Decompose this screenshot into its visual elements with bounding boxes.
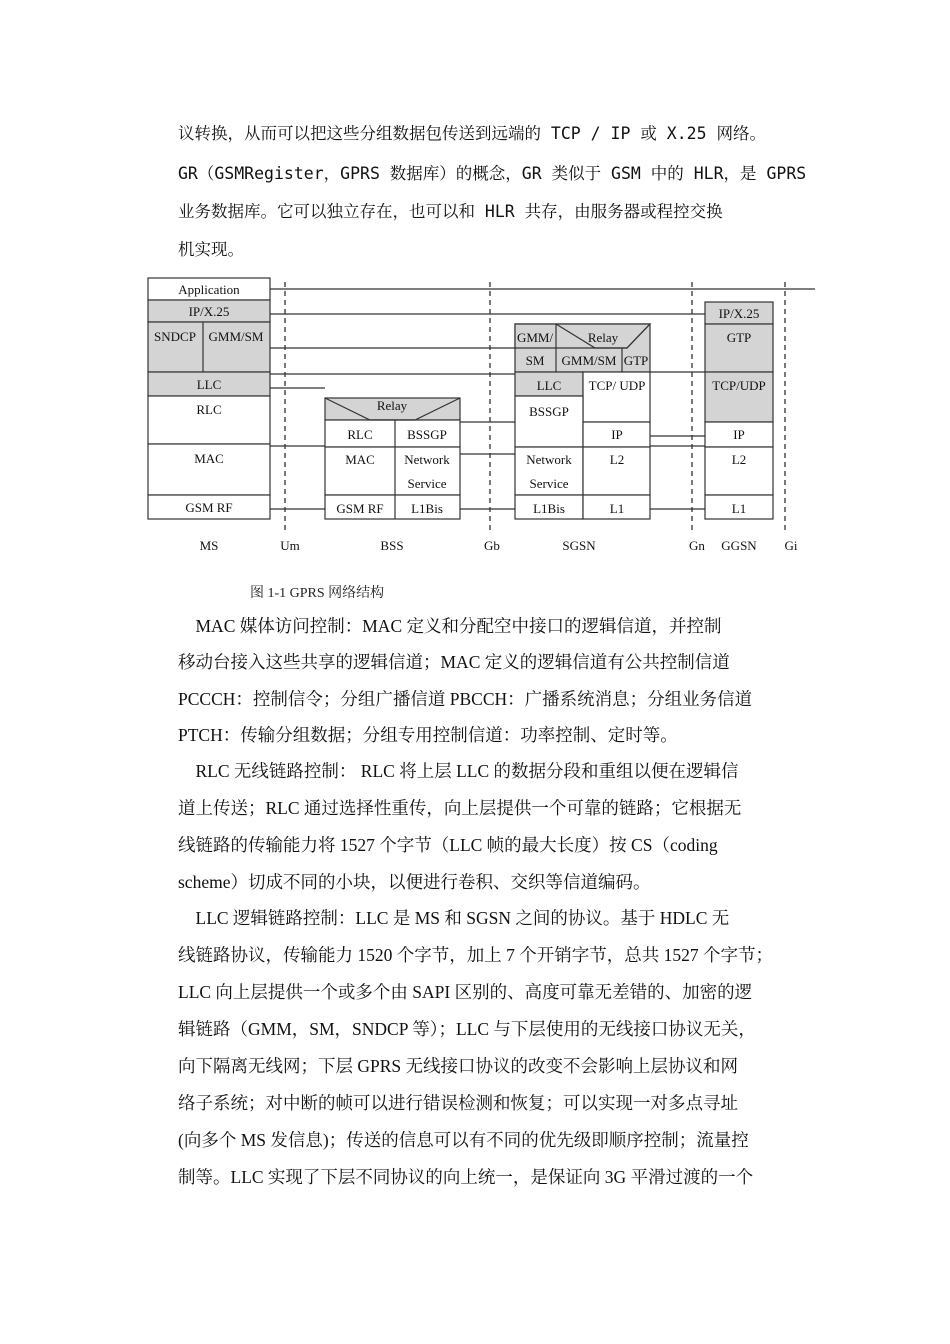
ggsn-ipx25: IP/X.25 [718,306,760,321]
sgsn-gmm: GMM/ [516,330,554,345]
ms-mac: MAC [194,451,224,466]
text-line: 机实现。 [178,240,244,259]
text-line: scheme）切成不同的小块，以便进行卷积、交织等信道编码。 [178,872,651,892]
text-line: 业务数据库。它可以独立存在，也可以和 HLR 共存，由服务器或程控交换 [178,202,723,221]
sgsn-l1: L1 [609,501,625,516]
text-line: 议转换，从而可以把这些分组数据包传送到远端的 TCP / IP 或 X.25 网络。 [178,124,766,143]
text-line: 线链路的传输能力将 1527 个字节（LLC 帧的最大长度）按 CS（coding [178,835,718,855]
text-line: 线链路协议，传输能力 1520 个字节，加上 7 个开销字节，总共 1527 个字节； [178,945,773,965]
sgsn-bssgp: BSSGP [529,404,569,419]
ms-application: Application [178,282,240,297]
text-line: GR（GSMRegister，GPRS 数据库）的概念，GR 类似于 GSM 中的 HLR，是 GPRS [178,164,807,183]
text-line: 移动台接入这些共享的逻辑信道；MAC 定义的逻辑信道有公共控制信道 [178,652,730,672]
label-gn: Gn [689,538,705,553]
ggsn-tcpudp: TCP/UDP [712,378,766,393]
text-line: (向多个 MS 发信息)；传送的信息可以有不同的优先级即顺序控制；流量控 [178,1130,749,1150]
sgsn-relay: Relay [587,330,619,345]
bss-mac: MAC [345,452,375,467]
text-line: 道上传送；RLC 通过选择性重传，向上层提供一个可靠的链路；它根据无 [178,798,742,818]
ms-gsmrf: GSM RF [185,500,233,515]
sgsn-network: Network [526,452,572,467]
sgsn-ip: IP [611,427,623,442]
text-line: LLC 逻辑链路控制：LLC 是 MS 和 SGSN 之间的协议。基于 HDLC 无 [178,908,730,928]
ms-llc: LLC [196,377,222,392]
figure-caption: 图 1-1 GPRS 网络结构 [250,586,385,601]
sgsn-gmmsm: GMM/SM [561,353,617,368]
label-gb: Gb [484,538,500,553]
label-um: Um [280,538,300,553]
text-line: RLC 无线链路控制： RLC 将上层 LLC 的数据分段和重组以便在逻辑信 [178,761,739,781]
ms-sndcp: SNDCP [154,329,196,344]
sgsn-llc: LLC [536,378,562,393]
sgsn-service: Service [529,476,569,491]
ms-ipx25: IP/X.25 [188,304,230,319]
sgsn-l2: L2 [609,452,625,467]
text-line: MAC 媒体访问控制：MAC 定义和分配空中接口的逻辑信道，并控制 [178,616,722,636]
gprs-network-diagram [0,268,950,588]
ggsn-l2: L2 [731,452,747,467]
label-bss: BSS [380,538,404,553]
bss-bssgp: BSSGP [407,427,447,442]
bss-l1bis: L1Bis [411,501,443,516]
text-line: PCCCH：控制信令；分组广播信道 PBCCH：广播系统消息；分组业务信道 [178,689,753,709]
label-sgsn: SGSN [562,538,596,553]
ggsn-l1: L1 [731,501,747,516]
bss-gsmrf: GSM RF [336,501,384,516]
bss-rlc: RLC [347,427,373,442]
bss-service: Service [407,476,447,491]
text-line: 向下隔离无线网；下层 GPRS 无线接口协议的改变不会影响上层协议和网 [178,1056,739,1076]
bss-network: Network [404,452,450,467]
text-line: LLC 向上层提供一个或多个由 SAPI 区别的、高度可靠无差错的、加密的逻 [178,982,753,1002]
ggsn-ip: IP [733,427,745,442]
label-ggsn: GGSN [721,538,757,553]
text-line: 辑链路（GMM，SM，SNDCP 等）；LLC 与下层使用的无线接口协议无关， [178,1019,756,1039]
sgsn-tcpudp: TCP/ UDP [588,378,646,393]
text-line: 制等。LLC 实现了下层不同协议的向上统一，是保证向 3G 平滑过渡的一个 [178,1167,754,1187]
label-gi: Gi [784,538,798,553]
sgsn-gtp: GTP [623,353,649,368]
sgsn-sm: SM [525,353,545,368]
text-line: 络子系统；对中断的帧可以进行错误检测和恢复；可以实现一对多点寻址 [178,1093,738,1113]
ggsn-gtp: GTP [726,330,752,345]
ms-gmmsm: GMM/SM [208,329,264,344]
text-line: PTCH：传输分组数据；分组专用控制信道：功率控制、定时等。 [178,725,678,745]
ms-rlc: RLC [196,402,222,417]
label-ms: MS [199,538,219,553]
bss-relay: Relay [376,398,408,413]
sgsn-l1bis: L1Bis [533,501,565,516]
